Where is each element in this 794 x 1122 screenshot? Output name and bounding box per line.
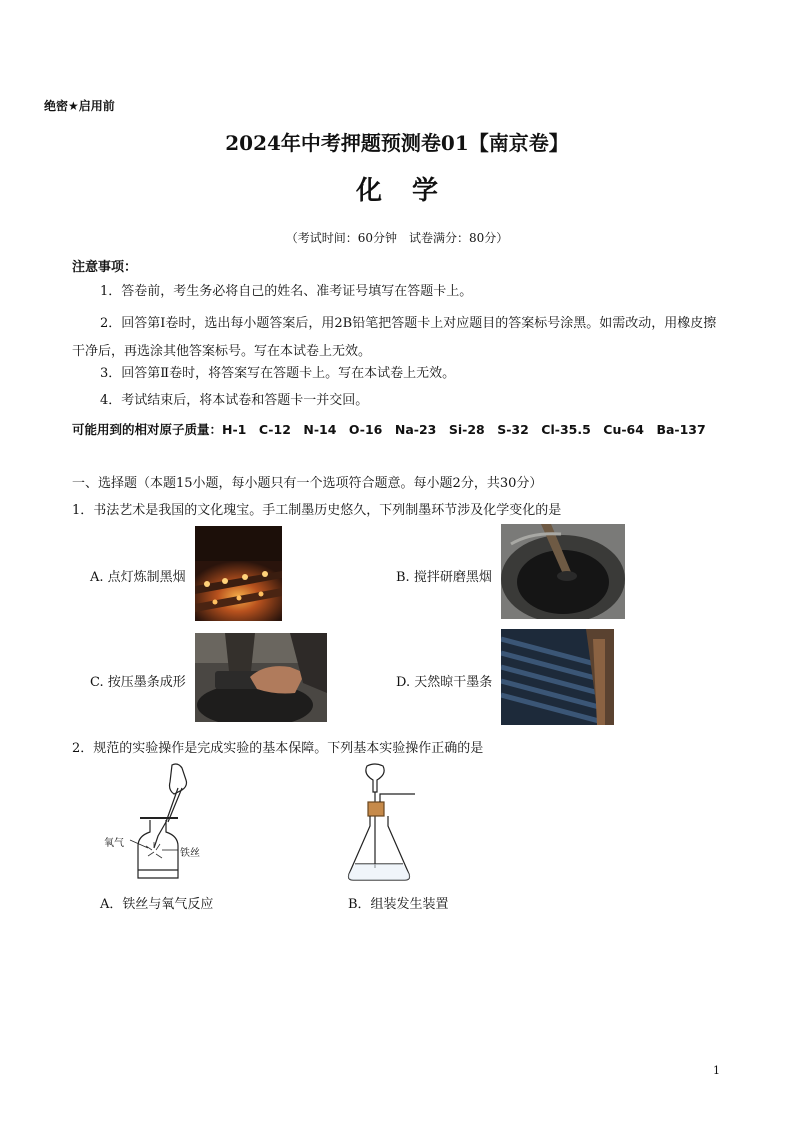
exam-info: （考试时间：60分钟 试卷满分：80分） (285, 231, 509, 245)
q1-option-d: D. 天然晾干墨条 (396, 675, 493, 690)
question-2-stem: 2．规范的实验操作是完成实验的基本保障。下列基本实验操作正确的是 (72, 741, 484, 756)
question-1-stem: 1．书法艺术是我国的文化瑰宝。手工制墨历史悠久，下列制墨环节涉及化学变化的是 (72, 503, 562, 518)
atomic-masses: 可能用到的相对原子质量：H-1 C-12 N-14 O-16 Na-23 Si-28 S-32 Cl-35.5 Cu-64 Ba-137 (72, 422, 706, 437)
notice-item: 2．回答第Ⅰ卷时，选出每小题答案后，用2B铅笔把答题卡上对应题目的答案标号涂黑。如需改动，用橡皮擦干净后，再选涂其他答案标号。写在本试卷上无效。 (72, 316, 717, 359)
iron-wire-label: 铁丝 (180, 848, 200, 859)
notice-heading: 注意事项： (72, 260, 138, 275)
notice-item: 3．回答第Ⅱ卷时，将答案写在答题卡上。写在本试卷上无效。 (100, 366, 456, 381)
lamp-smoke-photo (195, 526, 282, 621)
pressing-ink-photo (195, 633, 327, 722)
q1-option-a: A. 点灯炼制黑烟 (90, 570, 186, 585)
notice-item: 1．答卷前，考生务必将自己的姓名、准考证号填写在答题卡上。 (100, 284, 473, 299)
iron-oxygen-diagram (100, 760, 210, 885)
oxygen-label: 氧气 (104, 838, 124, 849)
q1-option-c: C. 按压墨条成形 (90, 675, 186, 690)
gas-generator-diagram (345, 762, 425, 886)
secret-label: 绝密★启用前 (44, 99, 115, 113)
q1-option-b: B. 搅拌研磨黑烟 (396, 570, 492, 585)
paper-title: 2024年中考押题预测卷01【南京卷】 (225, 131, 569, 155)
q2-option-b: B．组装发生装置 (348, 897, 449, 912)
q2-option-a: A．铁丝与氧气反应 (100, 897, 214, 912)
section-heading: 一、选择题（本题15小题，每小题只有一个选项符合题意。每小题2分，共30分） (72, 476, 543, 491)
grinding-smoke-photo (501, 524, 625, 619)
drying-ink-photo (501, 629, 614, 725)
page-number: 1 (713, 1064, 720, 1077)
subject-title: 化学 (355, 176, 468, 206)
notice-item: 4．考试结束后，将本试卷和答题卡一并交回。 (100, 393, 369, 408)
